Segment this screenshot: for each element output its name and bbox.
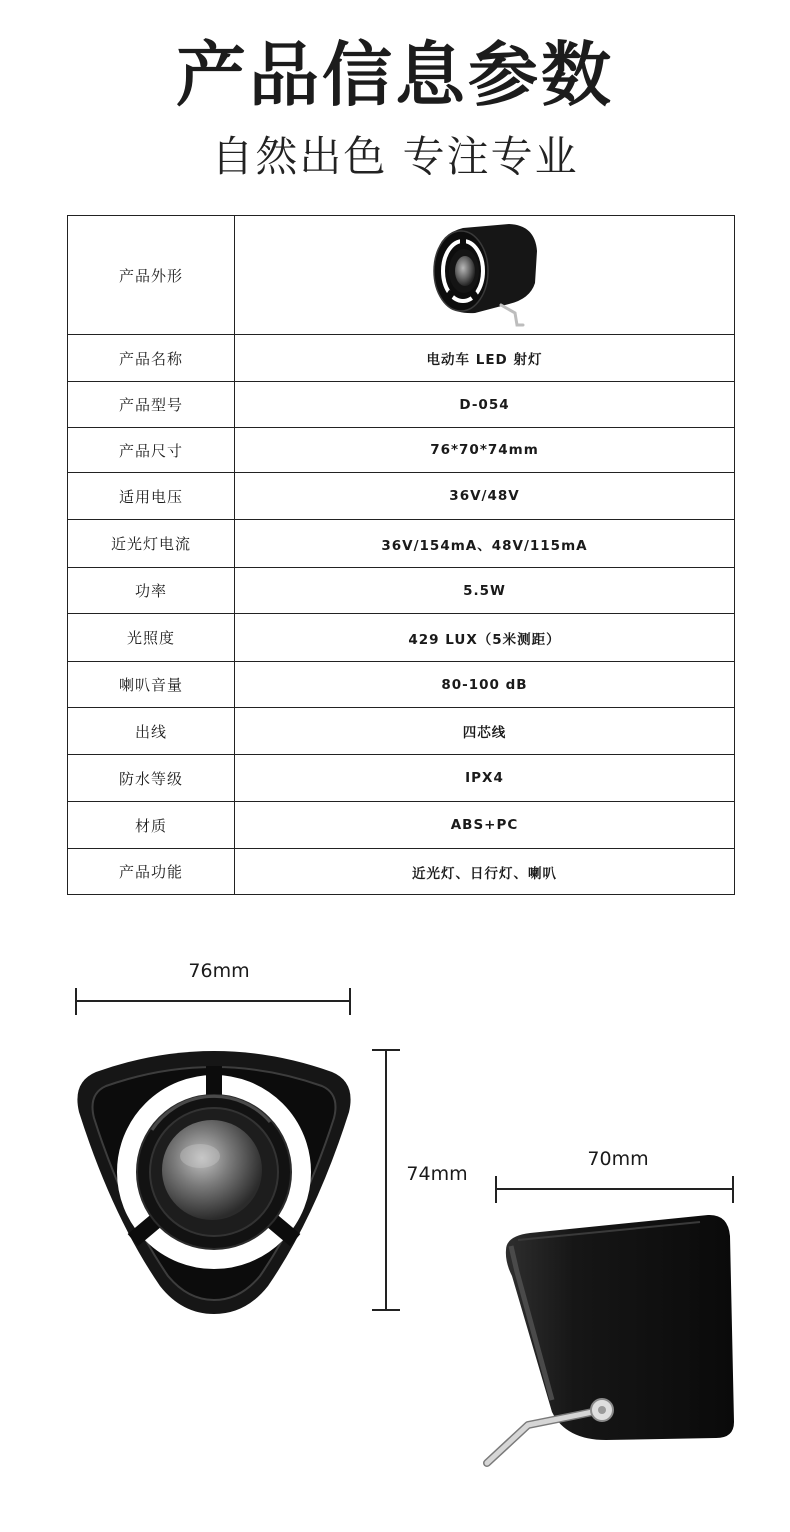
- page-subtitle: 自然出色 专注专业: [211, 132, 579, 181]
- depth-dimension-label: 70mm: [587, 1148, 649, 1170]
- height-dimension-label: 74mm: [406, 1163, 468, 1185]
- spec-row: [68, 472, 734, 519]
- spec-value: 5.5W: [463, 582, 506, 599]
- page-title: 产品信息参数: [176, 34, 614, 116]
- spec-value: ABS+PC: [450, 817, 519, 833]
- spec-label: 产品名称: [68, 335, 235, 381]
- product-thumbnail-cell: [235, 216, 734, 334]
- spec-label: 出线: [68, 708, 235, 754]
- spec-value: 36V/154mA、48V/115mA: [381, 537, 588, 554]
- spec-row: [68, 661, 734, 707]
- spec-value: 80-100 dB: [441, 676, 528, 693]
- spec-value: D-054: [459, 396, 510, 413]
- spec-value: 36V/48V: [449, 488, 520, 504]
- spec-label: 材质: [68, 802, 235, 848]
- dimension-drawings: [0, 930, 790, 1532]
- spec-label: 光照度: [68, 614, 235, 661]
- spec-label: 产品尺寸: [68, 428, 235, 472]
- spec-row: [68, 427, 734, 472]
- spec-value: IPX4: [465, 770, 504, 786]
- depth-dimension: [496, 1176, 733, 1203]
- spec-label: 防水等级: [68, 755, 235, 801]
- spec-row: [68, 519, 734, 567]
- width-dimension: [76, 988, 350, 1015]
- spec-label: 适用电压: [68, 473, 235, 519]
- spec-label: 产品外形: [68, 216, 235, 334]
- spec-table: [67, 215, 735, 895]
- spec-row-appearance: [68, 216, 734, 334]
- side-view-drawing: [487, 1215, 734, 1463]
- thumbnail-bracket: [501, 305, 523, 325]
- spec-row: [68, 754, 734, 801]
- product-thumbnail: [429, 221, 541, 329]
- thumbnail-lens: [455, 256, 475, 286]
- spec-label: 喇叭音量: [68, 662, 235, 707]
- spec-label: 产品功能: [68, 849, 235, 894]
- spec-row: [68, 848, 734, 894]
- spec-row: [68, 613, 734, 661]
- spec-value: 电动车 LED 射灯: [426, 352, 543, 368]
- front-view-drawing: [77, 1051, 350, 1314]
- spec-row: [68, 334, 734, 381]
- front-view-lens: [162, 1120, 262, 1220]
- spec-row: [68, 801, 734, 848]
- height-dimension: [372, 1050, 400, 1310]
- side-view-body: [506, 1215, 734, 1440]
- spec-label: 产品型号: [68, 382, 235, 427]
- spec-row: [68, 567, 734, 613]
- spec-value: 近光灯、日行灯、喇叭: [412, 865, 557, 882]
- spec-value: 四芯线: [462, 725, 507, 741]
- spec-value: 76*70*74mm: [430, 442, 539, 458]
- spec-label: 近光灯电流: [68, 520, 235, 567]
- spec-row: [68, 381, 734, 427]
- spec-label: 功率: [68, 568, 235, 613]
- spec-row: [68, 707, 734, 754]
- width-dimension-label: 76mm: [188, 960, 250, 982]
- spec-value: 429 LUX（5米测距）: [408, 631, 561, 648]
